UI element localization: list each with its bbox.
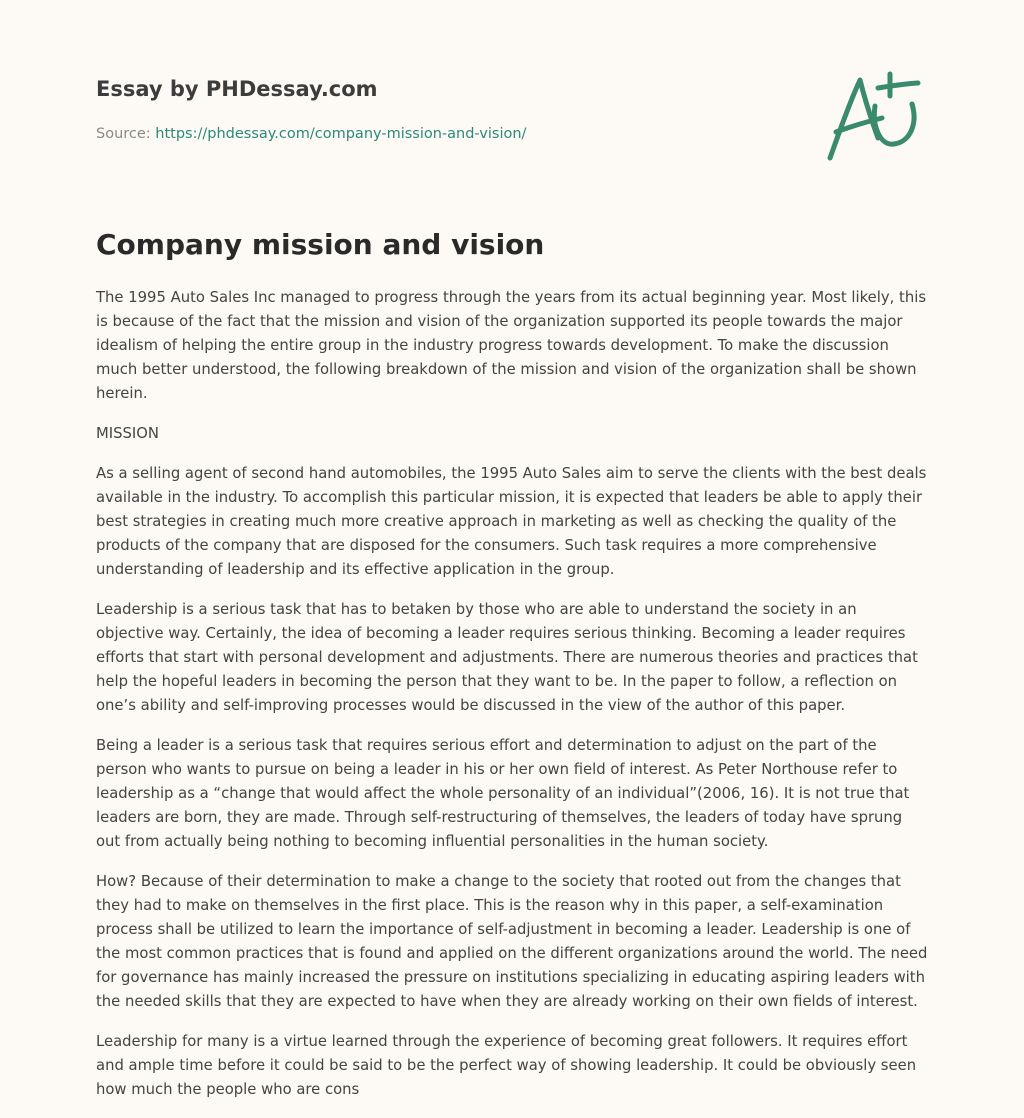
source-line (96, 124, 796, 144)
source-link[interactable]: https://phdessay.com/company-mission-and-vision/ (155, 126, 527, 142)
section-heading-mission: MISSION (96, 425, 159, 442)
site-brand: Essay by PHDessay.com (96, 77, 378, 101)
paragraph: Leadership is a serious task that has to betaken by those who are able to understand the society in an objective way. Certainly, the idea of becoming a leader requires serious thinking. Becoming a leader requires efforts that start with personal development and adjustments. There are numerous theories and practices that help the hopeful leaders in becoming the person that they want to be. In the paper to follow, a reflection on one’s ability and self-improving processes would be discussed in the view of the author of this paper. (96, 601, 918, 714)
paragraph: Leadership for many is a virtue learned through the experience of becoming great followers. It requires effort and ample time before it could be said to be the perfect way of showing leadership. It could be obviously seen how much the people who are cons (96, 1033, 917, 1098)
article-title: Company mission and vision (96, 228, 545, 261)
article-body (96, 286, 928, 1118)
paragraph: How? Because of their determination to make a change to the society that rooted out from the changes that they had to make on themselves in the first place. This is the reason why in this paper, a self-examination process shall be utilized to learn the importance of self-adjustment in becoming a leader. Leadership is one of the most common practices that is found and applied on the different organizations around the world. The need for governance has mainly increased the pressure on institutions specializing in educating aspiring leaders with the needed skills that they are expected to have when they are already working on their own fields of interest. (96, 873, 928, 1010)
source-label: Source: (96, 126, 151, 142)
paragraph: As a selling agent of second hand automobiles, the 1995 Auto Sales aim to serve the clients with the best deals available in the industry. To accomplish this particular mission, it is expected that leaders be able to apply their best strategies in creating much more creative approach in marketing as well as checking the quality of the products of the company that are disposed for the consumers. Such task requires a more comprehensive understanding of leadership and its effective application in the group. (96, 465, 927, 578)
paragraph: The 1995 Auto Sales Inc managed to progress through the years from its actual beginning year. Most likely, this is because of the fact that the mission and vision of the organization supported its people towards the major idealism of helping the entire group in the industry progress towards development. To make the discussion much better understood, the following breakdown of the mission and vision of the organization shall be shown herein. (96, 289, 927, 402)
paragraph: Being a leader is a serious task that requires serious effort and determination to adjust on the part of the person who wants to pursue on being a leader in his or her own field of interest. As Peter Northouse refer to leadership as a “change that would affect the whole personality of an individual”(2006, 16). It is not true that leaders are born, they are made. Through self-restructuring of themselves, the leaders of today have sprung out from actually being nothing to becoming influential personalities in the human society. (96, 737, 910, 850)
page-header (96, 74, 796, 144)
a-plus-logo-icon (820, 66, 930, 166)
